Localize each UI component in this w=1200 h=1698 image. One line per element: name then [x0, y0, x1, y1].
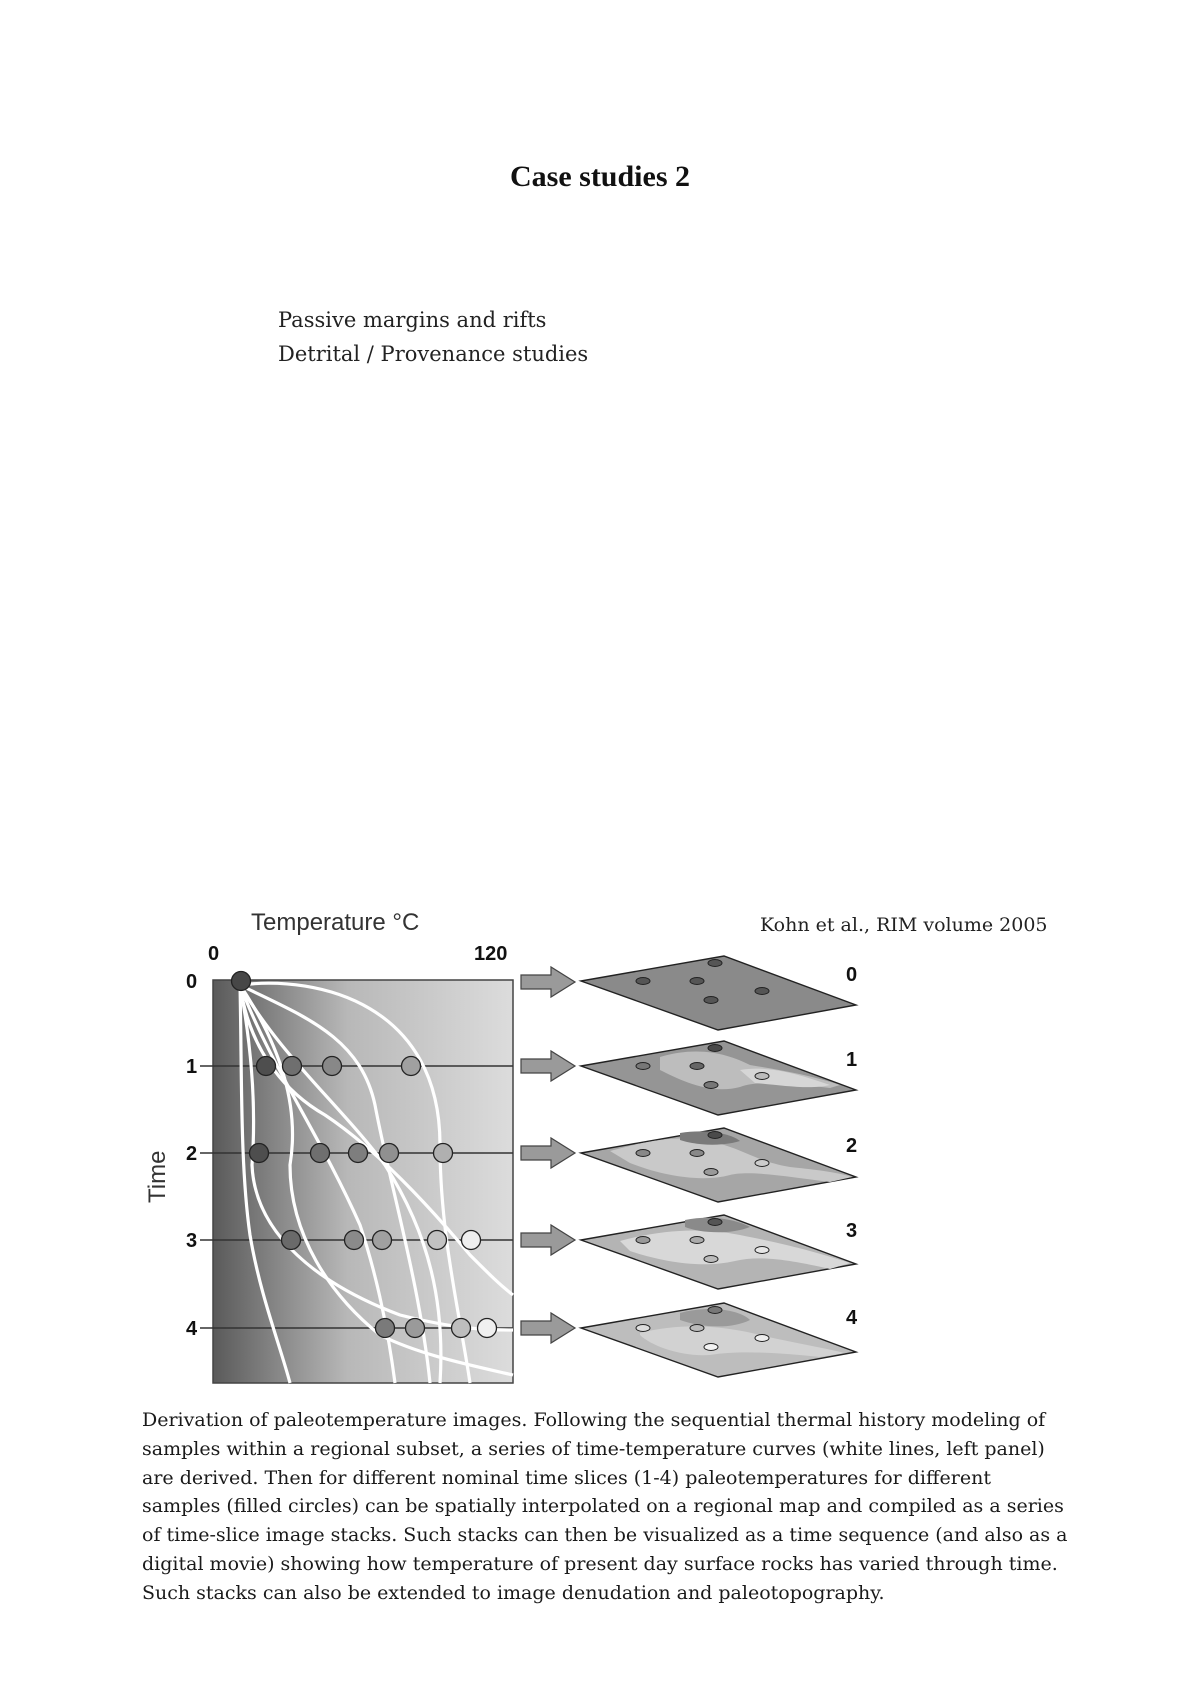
sample-circle: [345, 1231, 364, 1250]
map-slice-3: [581, 1215, 856, 1289]
time-label: 3: [186, 1230, 198, 1252]
sample-circle: [323, 1057, 342, 1076]
sample-circle: [257, 1057, 276, 1076]
arrow-icon: [521, 1225, 575, 1255]
sample-circle: [376, 1319, 395, 1338]
sample-circle: [283, 1057, 302, 1076]
x-max-label: 120: [474, 943, 508, 965]
sample-circle: [428, 1231, 447, 1250]
sample-circle: [434, 1144, 453, 1163]
arrow-icon: [521, 1313, 575, 1343]
time-label: 4: [186, 1318, 198, 1340]
sample-circle: [373, 1231, 392, 1250]
map-label: 4: [846, 1307, 858, 1329]
y-axis-title: Time: [144, 1150, 171, 1203]
map-label: 2: [846, 1135, 858, 1157]
caption-line: samples (filled circles) can be spatially interpolated on a regional map and compiled as a series: [142, 1495, 1064, 1518]
slice-arrows: [521, 967, 575, 1343]
caption-line: are derived. Then for different nominal time slices (1-4) paleotemperatures for different: [142, 1466, 991, 1489]
sample-circle: [232, 972, 251, 991]
x-axis-title: Temperature °C: [251, 909, 420, 936]
caption-line: samples within a regional subset, a series of time-temperature curves (white lines, left panel): [142, 1437, 1045, 1460]
map-slice-0: [581, 956, 856, 1030]
sample-circle: [406, 1319, 425, 1338]
map-label: 1: [846, 1049, 858, 1071]
sample-circle: [380, 1144, 399, 1163]
sample-circle: [402, 1057, 421, 1076]
sample-circle: [462, 1231, 481, 1250]
arrow-icon: [521, 1138, 575, 1168]
topic-item: Detrital / Provenance studies: [278, 342, 589, 366]
map-slice-2: [581, 1128, 856, 1202]
caption-line: Such stacks can also be extended to image denudation and paleotopography.: [142, 1581, 885, 1604]
sample-circle: [349, 1144, 368, 1163]
arrow-icon: [521, 1051, 575, 1081]
map-slice-4: [581, 1303, 856, 1377]
caption-line: Derivation of paleotemperature images. Following the sequential thermal history modeling of: [142, 1409, 1046, 1431]
time-label: 0: [186, 971, 198, 993]
time-label: 2: [186, 1143, 198, 1165]
x-min-label: 0: [208, 943, 220, 965]
paleotemperature-figure: [140, 905, 1140, 1390]
topic-list: [278, 303, 588, 371]
sample-circle: [282, 1231, 301, 1250]
sample-circle: [311, 1144, 330, 1163]
caption-line: of time-slice image stacks. Such stacks can then be visualized as a time sequence (and also as a: [142, 1524, 1068, 1547]
figure-credit: Kohn et al., RIM volume 2005: [760, 914, 1048, 936]
sample-circle: [452, 1319, 471, 1338]
sample-circle: [478, 1319, 497, 1338]
page-title: Case studies 2: [509, 160, 690, 193]
time-label: 1: [186, 1056, 198, 1078]
topic-item: Passive margins and rifts: [278, 308, 547, 332]
map-slice-1: [581, 1041, 856, 1115]
caption-line: digital movie) showing how temperature of present day surface rocks has varied through time.: [142, 1552, 1058, 1575]
arrow-icon: [521, 967, 575, 997]
figure-caption: [142, 1406, 1068, 1608]
sample-circle: [250, 1144, 269, 1163]
map-label: 3: [846, 1220, 858, 1242]
map-label: 0: [846, 964, 858, 986]
